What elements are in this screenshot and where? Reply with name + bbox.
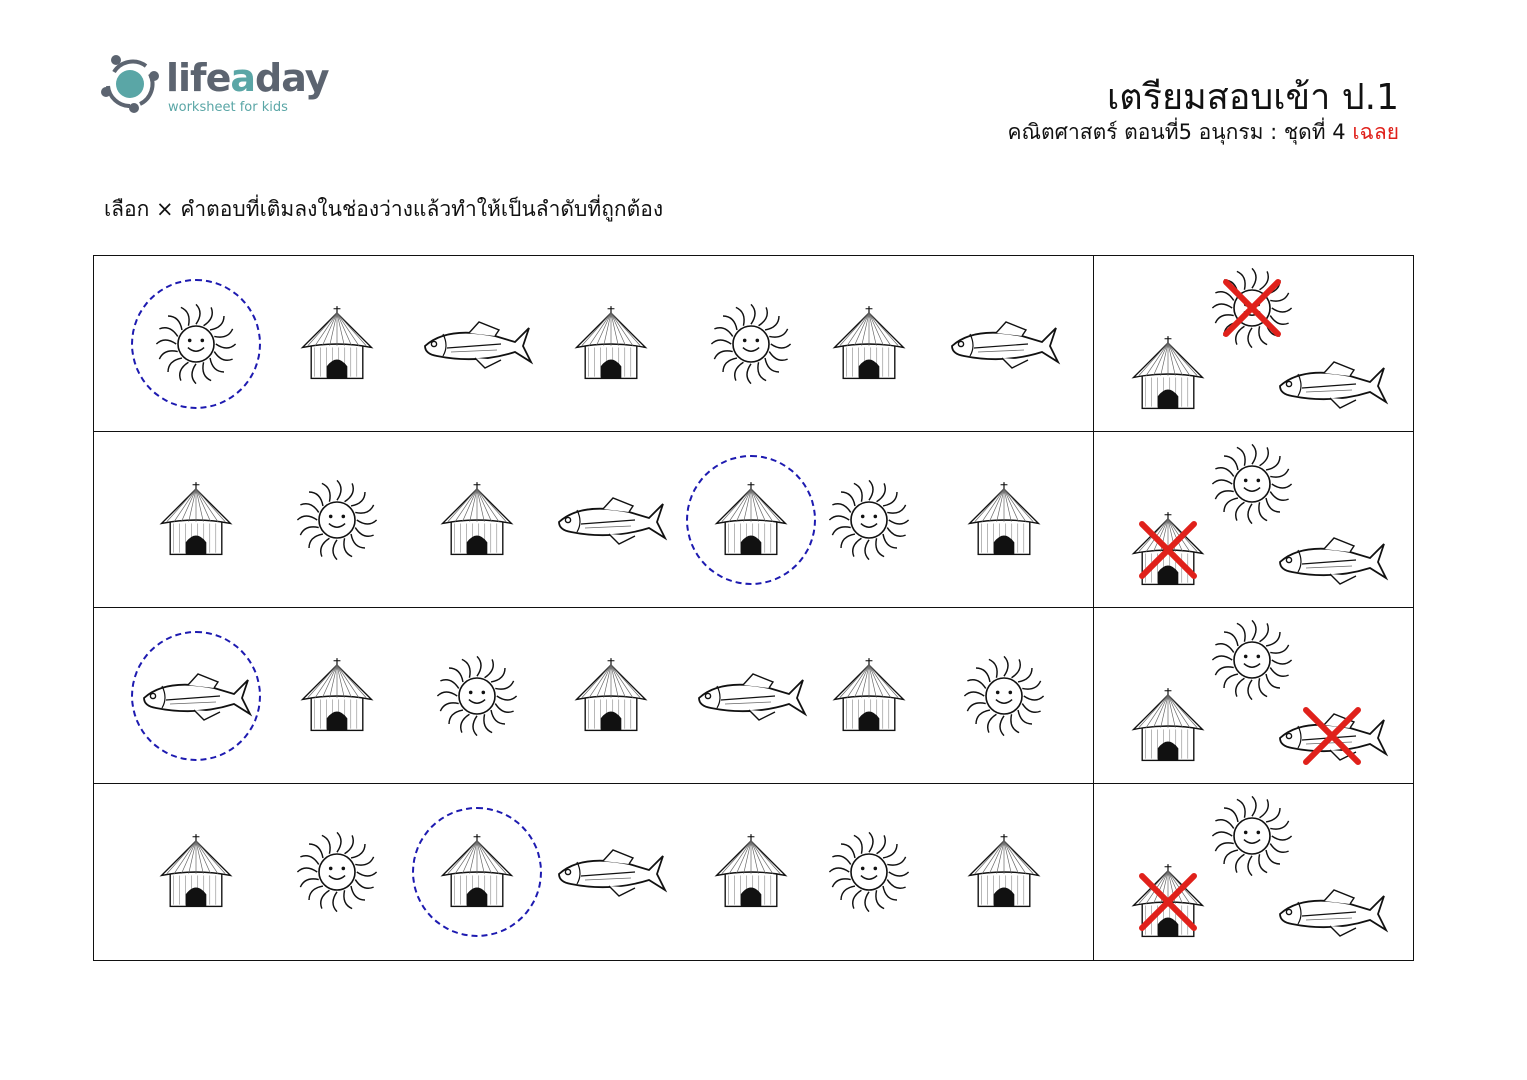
hut-icon xyxy=(708,829,794,919)
option-sun-icon[interactable] xyxy=(1207,615,1297,709)
fish-icon xyxy=(417,314,537,378)
sun-icon xyxy=(292,475,382,569)
option-sun-icon[interactable] xyxy=(1207,791,1297,885)
option-fish-icon[interactable] xyxy=(1272,882,1392,946)
hut-icon xyxy=(568,653,654,743)
row-divider xyxy=(1093,784,1094,960)
brand-name: lifeaday xyxy=(166,56,329,100)
answer-cross-icon xyxy=(1301,705,1363,767)
sun-icon xyxy=(824,475,914,569)
answer-label: เฉลย xyxy=(1352,120,1399,144)
sequence-row xyxy=(94,608,1413,784)
hut-icon xyxy=(153,829,239,919)
fish-icon xyxy=(691,666,811,730)
exercise-grid xyxy=(93,255,1414,961)
sun-icon xyxy=(292,827,382,921)
hut-icon xyxy=(826,653,912,743)
hut-icon xyxy=(961,829,1047,919)
sequence-row xyxy=(94,256,1413,432)
answer-cross-icon xyxy=(1137,519,1199,581)
sun-icon xyxy=(432,651,522,745)
sequence-row xyxy=(94,432,1413,608)
hut-icon xyxy=(434,477,520,567)
hut-icon xyxy=(434,829,520,919)
hut-icon xyxy=(294,301,380,391)
sequence-row xyxy=(94,784,1413,960)
option-fish-icon[interactable] xyxy=(1272,354,1392,418)
option-fish-icon[interactable] xyxy=(1272,530,1392,594)
row-divider xyxy=(1093,608,1094,783)
hut-icon xyxy=(294,653,380,743)
sun-icon xyxy=(959,651,1049,745)
instruction-text: เลือก × คำตอบที่เติมลงในช่องว่างแล้วทำให้เป็นลำดับที่ถูกต้อง xyxy=(104,197,664,221)
fish-icon xyxy=(551,490,671,554)
hut-icon xyxy=(826,301,912,391)
page-title: เตรียมสอบเข้า ป.1 xyxy=(1106,77,1399,118)
fish-icon xyxy=(944,314,1064,378)
fish-icon xyxy=(136,666,256,730)
page-subtitle xyxy=(1007,116,1399,149)
sun-icon xyxy=(706,299,796,393)
hut-icon xyxy=(153,477,239,567)
option-hut-icon[interactable] xyxy=(1125,683,1211,773)
hut-icon xyxy=(961,477,1047,567)
option-hut-icon[interactable] xyxy=(1125,331,1211,421)
logo-molecule-icon xyxy=(100,52,164,116)
brand-tagline: worksheet for kids xyxy=(168,100,288,115)
row-divider xyxy=(1093,256,1094,431)
hut-icon xyxy=(568,301,654,391)
option-sun-icon[interactable] xyxy=(1207,439,1297,533)
sun-icon xyxy=(151,299,241,393)
row-divider xyxy=(1093,432,1094,607)
subtitle-text: คณิตศาสตร์ ตอนที่5 อนุกรม : ชุดที่ 4 xyxy=(1007,120,1346,144)
hut-icon xyxy=(708,477,794,567)
sun-icon xyxy=(824,827,914,921)
answer-cross-icon xyxy=(1137,871,1199,933)
fish-icon xyxy=(551,842,671,906)
answer-cross-icon xyxy=(1221,277,1283,339)
logo xyxy=(100,52,340,122)
